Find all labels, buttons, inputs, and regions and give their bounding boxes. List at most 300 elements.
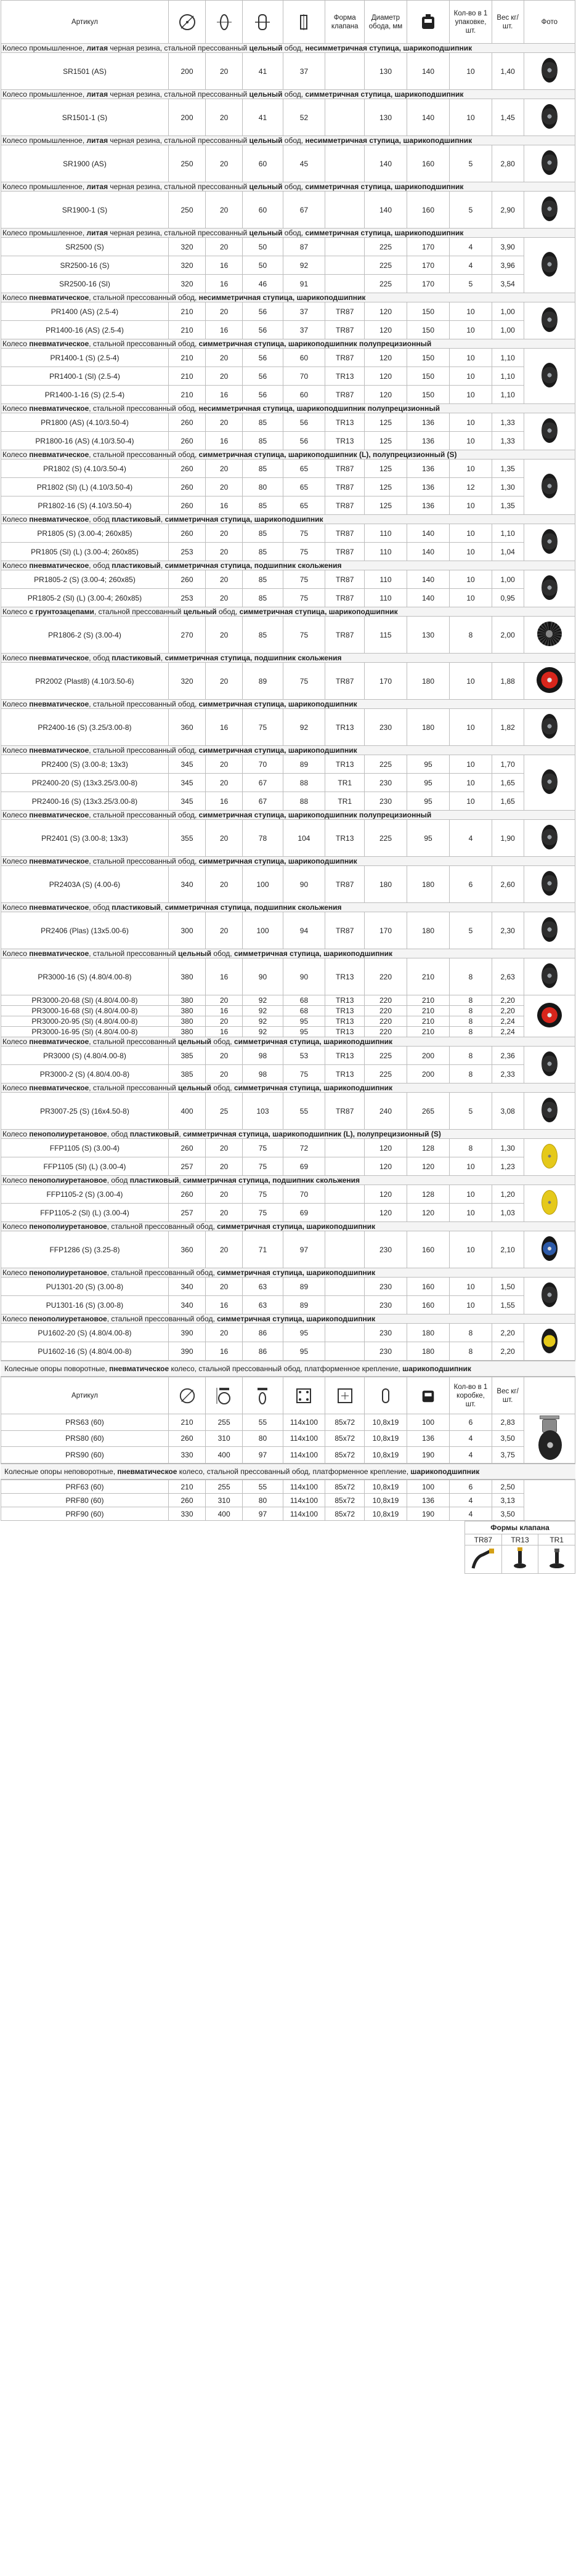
value-cell: 80 xyxy=(243,1430,283,1447)
value-cell: 20 xyxy=(206,524,243,543)
value-cell xyxy=(325,145,365,182)
value-cell: 10 xyxy=(450,709,492,746)
title-fragment: Колесные опоры неповоротные, xyxy=(4,1467,118,1476)
article-cell: PR2002 (Plast8) (4.10/3.50-6) xyxy=(1,663,169,700)
value-cell: 75 xyxy=(243,709,283,746)
value-cell: 1,35 xyxy=(492,496,524,515)
value-cell: 50 xyxy=(243,256,283,275)
value-cell: 20 xyxy=(206,1185,243,1204)
value-cell: 98 xyxy=(243,1065,283,1083)
value-cell: 230 xyxy=(365,1296,407,1314)
title-fragment: пневматическое xyxy=(29,857,89,865)
category-title-row xyxy=(1,1037,575,1047)
value-cell: 95 xyxy=(283,1342,325,1361)
table-row xyxy=(1,1006,575,1016)
table-row xyxy=(1,386,575,404)
article-cell: FFP1105-2 (S) (3.00-4) xyxy=(1,1185,169,1204)
title-fragment: , стальной прессованный обод, xyxy=(89,746,199,755)
value-cell: 1,23 xyxy=(492,1157,524,1176)
value-cell: 10 xyxy=(450,349,492,367)
caster-section-title xyxy=(1,1361,575,1377)
value-cell: 85 xyxy=(243,617,283,654)
value-cell: 95 xyxy=(283,1027,325,1037)
value-cell: 10,8x19 xyxy=(365,1447,407,1464)
value-cell: 5 xyxy=(450,275,492,293)
value-cell: 2,80 xyxy=(492,145,524,182)
value-cell: 92 xyxy=(243,1016,283,1027)
value-cell: 6 xyxy=(450,1480,492,1494)
value-cell: 10 xyxy=(450,1204,492,1222)
title-fragment: колесо, стальной прессованный обод, платформенное крепление, xyxy=(177,1467,411,1476)
value-cell: 16 xyxy=(206,496,243,515)
value-cell: 2,30 xyxy=(492,912,524,949)
value-cell: 20 xyxy=(206,1016,243,1027)
table-row xyxy=(1,1507,575,1521)
wheel-photo-icon xyxy=(542,196,558,221)
value-cell: 120 xyxy=(365,386,407,404)
value-cell: 180 xyxy=(407,1324,450,1342)
title-fragment: пневматическое xyxy=(29,811,89,819)
category-title xyxy=(1,654,575,663)
title-fragment: симметричная ступица, шарикоподшипник (L), полупрецизионный (S) xyxy=(198,450,457,459)
article-cell: PRF80 (60) xyxy=(1,1494,169,1507)
value-cell: 56 xyxy=(283,413,325,432)
product-photo xyxy=(524,617,575,654)
title-fragment: пневматическое xyxy=(29,903,89,912)
title-fragment: Колесо xyxy=(2,903,30,912)
value-cell: 150 xyxy=(407,367,450,386)
value-cell: 200 xyxy=(168,53,205,90)
category-title-row xyxy=(1,903,575,912)
value-cell: 210 xyxy=(407,1016,450,1027)
category-title-row xyxy=(1,561,575,570)
value-cell: 100 xyxy=(407,1414,450,1431)
category-title-row xyxy=(1,1083,575,1093)
product-photo xyxy=(524,99,575,136)
value-cell: 120 xyxy=(365,1185,407,1204)
value-cell: 75 xyxy=(283,543,325,561)
value-cell: 2,63 xyxy=(492,958,524,995)
title-fragment: Колесо xyxy=(2,949,30,958)
title-fragment: пневматическое xyxy=(29,1083,89,1092)
value-cell: 320 xyxy=(168,275,205,293)
value-cell: 20 xyxy=(206,367,243,386)
value-cell: 95 xyxy=(407,774,450,792)
value-cell: 170 xyxy=(407,238,450,256)
wheel-photo-icon xyxy=(542,1282,558,1307)
valve-tr87-icon xyxy=(465,1545,502,1574)
table-row xyxy=(1,589,575,607)
category-title-row xyxy=(1,44,575,53)
table-row xyxy=(1,543,575,561)
value-cell: 10 xyxy=(450,663,492,700)
value-cell: 330 xyxy=(168,1507,205,1521)
value-cell: 120 xyxy=(365,1204,407,1222)
category-title xyxy=(1,515,575,524)
value-cell: 16 xyxy=(206,792,243,811)
value-cell: 69 xyxy=(283,1157,325,1176)
category-title xyxy=(1,90,575,99)
title-fragment: черная резина, стальной прессованный xyxy=(108,229,249,237)
value-cell: 20 xyxy=(206,755,243,774)
title-fragment: Колесо xyxy=(2,561,30,570)
value-cell: 10,8x19 xyxy=(365,1430,407,1447)
value-cell: 95 xyxy=(407,820,450,857)
value-cell: 230 xyxy=(365,1231,407,1268)
value-cell: 230 xyxy=(365,1324,407,1342)
article-cell: SR1900 (AS) xyxy=(1,145,169,182)
value-cell xyxy=(325,99,365,136)
valve-tr1-icon xyxy=(538,1545,575,1574)
value-cell: 60 xyxy=(283,349,325,367)
value-cell: 140 xyxy=(407,570,450,589)
value-cell: 80 xyxy=(243,478,283,496)
value-cell: 46 xyxy=(243,275,283,293)
value-cell: 125 xyxy=(365,496,407,515)
value-cell: TR87 xyxy=(325,589,365,607)
value-cell: 255 xyxy=(206,1414,243,1431)
value-cell: 210 xyxy=(168,386,205,404)
table-row xyxy=(1,1296,575,1314)
value-cell: 1,82 xyxy=(492,709,524,746)
title-fragment: цельный xyxy=(178,949,211,958)
value-cell: TR87 xyxy=(325,543,365,561)
value-cell: 1,10 xyxy=(492,524,524,543)
title-fragment: , стальной прессованный обод, xyxy=(89,339,199,348)
value-cell: 56 xyxy=(243,386,283,404)
value-cell: 16 xyxy=(206,256,243,275)
value-cell: 230 xyxy=(365,1342,407,1361)
title-fragment: симметричная ступица, шарикоподшипник xyxy=(164,515,323,524)
category-title xyxy=(1,450,575,460)
bolt-hole-icon xyxy=(365,1377,407,1414)
title-fragment: цельный xyxy=(249,44,283,52)
table-row xyxy=(1,302,575,321)
value-cell: 97 xyxy=(283,1231,325,1268)
value-cell: 110 xyxy=(365,570,407,589)
value-cell: 1,20 xyxy=(492,1185,524,1204)
product-photo xyxy=(524,238,575,293)
product-photo xyxy=(524,1480,575,1521)
table-row xyxy=(1,99,575,136)
valve-name: TR1 xyxy=(538,1534,575,1545)
title-fragment: Колесо xyxy=(2,1314,30,1323)
value-cell: 75 xyxy=(283,663,325,700)
value-cell: TR13 xyxy=(325,755,365,774)
title-fragment: симметричная ступица, подшипник скольжения xyxy=(164,903,342,912)
table-row xyxy=(1,570,575,589)
value-cell: TR13 xyxy=(325,1016,365,1027)
title-fragment: симметричная ступица, шарикоподшипник полупрецизионный xyxy=(198,811,432,819)
category-title xyxy=(1,1268,575,1278)
value-cell: 180 xyxy=(407,709,450,746)
product-photo xyxy=(524,524,575,561)
title-fragment: , стальной прессованный xyxy=(94,607,184,616)
value-cell: 140 xyxy=(407,53,450,90)
product-photo xyxy=(524,570,575,607)
value-cell: 380 xyxy=(168,1006,205,1016)
table-row xyxy=(1,275,575,293)
products-table xyxy=(1,0,575,1361)
value-cell: 1,40 xyxy=(492,53,524,90)
value-cell: 85 xyxy=(243,460,283,478)
value-cell: TR87 xyxy=(325,302,365,321)
value-cell: 20 xyxy=(206,866,243,903)
caster-col-photo xyxy=(524,1377,575,1414)
value-cell: 89 xyxy=(283,1278,325,1296)
value-cell: 140 xyxy=(407,99,450,136)
value-cell: 200 xyxy=(407,1047,450,1065)
value-cell xyxy=(325,1185,365,1204)
value-cell: 20 xyxy=(206,1324,243,1342)
value-cell: 65 xyxy=(283,496,325,515)
title-fragment: , стальной прессованный обод, xyxy=(89,857,199,865)
value-cell: 220 xyxy=(365,995,407,1006)
title-fragment: , xyxy=(179,1130,184,1138)
value-cell: 114x100 xyxy=(283,1414,325,1431)
value-cell: 20 xyxy=(206,1231,243,1268)
wheel-photo-icon xyxy=(542,1144,558,1169)
value-cell: 225 xyxy=(365,275,407,293)
value-cell: 10 xyxy=(450,367,492,386)
value-cell: 385 xyxy=(168,1065,205,1083)
table-row xyxy=(1,1093,575,1130)
title-fragment: Колесо xyxy=(2,293,30,302)
value-cell: 8 xyxy=(450,1027,492,1037)
article-cell: PRS90 (60) xyxy=(1,1447,169,1464)
wheel-photo-icon xyxy=(542,714,558,739)
article-cell: PR1802 (Sl) (L) (4.10/3.50-4) xyxy=(1,478,169,496)
col-photo: Фото xyxy=(524,1,575,44)
table-row xyxy=(1,1047,575,1065)
fixed-table xyxy=(1,1480,575,1521)
value-cell: 95 xyxy=(407,792,450,811)
value-cell: 1,30 xyxy=(492,478,524,496)
product-photo xyxy=(524,53,575,90)
value-cell: 95 xyxy=(283,1324,325,1342)
value-cell: 260 xyxy=(168,570,205,589)
value-cell: 20 xyxy=(206,302,243,321)
article-cell: PR3000-2 (S) (4.80/4.00-8) xyxy=(1,1065,169,1083)
value-cell: TR1 xyxy=(325,792,365,811)
value-cell: 75 xyxy=(243,1204,283,1222)
title-fragment: , стальной прессованный xyxy=(89,1037,179,1046)
value-cell: 5 xyxy=(450,912,492,949)
value-cell: 85 xyxy=(243,524,283,543)
value-cell: 20 xyxy=(206,1157,243,1176)
value-cell: 400 xyxy=(206,1507,243,1521)
value-cell: 210 xyxy=(168,1414,205,1431)
value-cell: 16 xyxy=(206,321,243,339)
title-fragment: обод, xyxy=(282,90,306,99)
title-fragment: пенополиуретановое xyxy=(29,1176,107,1185)
value-cell: 92 xyxy=(243,995,283,1006)
title-fragment: пластиковый xyxy=(129,1130,179,1138)
value-cell xyxy=(325,1278,365,1296)
table-row xyxy=(1,145,575,182)
value-cell: 260 xyxy=(168,1139,205,1157)
value-cell: 3,50 xyxy=(492,1507,524,1521)
valve-forms-title: Формы клапана xyxy=(464,1521,575,1534)
value-cell: 150 xyxy=(407,349,450,367)
value-cell: 260 xyxy=(168,1430,205,1447)
title-fragment: несимметричная ступица, шарикоподшипник xyxy=(198,293,366,302)
table-row xyxy=(1,238,575,256)
value-cell: 56 xyxy=(243,321,283,339)
article-cell: PU1301-20 (S) (3.00-8) xyxy=(1,1278,169,1296)
value-cell: 45 xyxy=(283,145,325,182)
value-cell: 4 xyxy=(450,238,492,256)
article-cell: PR1400-16 (AS) (2.5-4) xyxy=(1,321,169,339)
value-cell: 16 xyxy=(206,709,243,746)
value-cell: 390 xyxy=(168,1342,205,1361)
category-title-row xyxy=(1,1222,575,1231)
title-fragment: симметричная ступица, шарикоподшипник xyxy=(239,607,398,616)
value-cell: 75 xyxy=(283,524,325,543)
value-cell: 210 xyxy=(168,302,205,321)
value-cell: 16 xyxy=(206,1027,243,1037)
value-cell: 16 xyxy=(206,1006,243,1016)
title-fragment: колесо, стальной прессованный обод, платформенное крепление, xyxy=(169,1364,403,1373)
value-cell: 10,8x19 xyxy=(365,1480,407,1494)
value-cell: TR13 xyxy=(325,413,365,432)
title-fragment: цельный xyxy=(249,182,283,191)
value-cell: 190 xyxy=(407,1447,450,1464)
caster-header-row xyxy=(1,1377,575,1414)
value-cell: 55 xyxy=(283,1093,325,1130)
title-fragment: цельный xyxy=(249,229,283,237)
value-cell: 10 xyxy=(450,432,492,450)
value-cell: 85 xyxy=(243,432,283,450)
title-fragment: , обод xyxy=(89,903,112,912)
value-cell: 68 xyxy=(283,1006,325,1016)
value-cell: TR87 xyxy=(325,663,365,700)
value-cell: 225 xyxy=(365,256,407,275)
value-cell: 2,90 xyxy=(492,192,524,229)
product-photo xyxy=(524,820,575,857)
category-title xyxy=(1,229,575,238)
value-cell: 4 xyxy=(450,820,492,857)
title-fragment: , обод xyxy=(89,515,112,524)
wheel-photo-icon xyxy=(542,769,558,794)
value-cell: 1,30 xyxy=(492,1139,524,1157)
value-cell: 210 xyxy=(168,1480,205,1494)
title-fragment: шарикоподшипник xyxy=(410,1467,480,1476)
table-row xyxy=(1,1027,575,1037)
title-fragment: обод, xyxy=(282,229,306,237)
wheel-photo-icon xyxy=(542,825,558,849)
value-cell: 1,90 xyxy=(492,820,524,857)
value-cell: 97 xyxy=(243,1447,283,1464)
value-cell: 85x72 xyxy=(325,1447,365,1464)
article-cell: SR2500-16 (S) xyxy=(1,256,169,275)
title-fragment: , стальной прессованный обод, xyxy=(89,404,199,413)
wheel-photo-icon xyxy=(542,104,558,129)
category-title xyxy=(1,1037,575,1047)
value-cell: 100 xyxy=(243,866,283,903)
value-cell: 230 xyxy=(365,1278,407,1296)
category-title xyxy=(1,700,575,709)
value-cell: 136 xyxy=(407,478,450,496)
value-cell: 100 xyxy=(243,912,283,949)
value-cell: 340 xyxy=(168,866,205,903)
title-fragment: пластиковый xyxy=(112,654,161,662)
value-cell: 72 xyxy=(283,1139,325,1157)
axle-diameter-icon xyxy=(283,1,325,44)
title-fragment: , xyxy=(160,903,165,912)
wheel-photo-icon xyxy=(537,622,562,646)
value-cell: 220 xyxy=(365,1016,407,1027)
caster-photo-icon xyxy=(536,1414,563,1461)
title-fragment: симметричная ступица, подшипник скольжения xyxy=(164,654,342,662)
value-cell: 1,35 xyxy=(492,460,524,478)
value-cell: 2,36 xyxy=(492,1047,524,1065)
value-cell: 65 xyxy=(283,478,325,496)
value-cell: 260 xyxy=(168,524,205,543)
wheel-photo-icon xyxy=(542,474,558,498)
value-cell: 37 xyxy=(283,302,325,321)
title-fragment: пневматическое xyxy=(29,450,89,459)
value-cell: 250 xyxy=(168,145,205,182)
value-cell: 10 xyxy=(450,321,492,339)
table-row xyxy=(1,460,575,478)
table-row xyxy=(1,1430,575,1447)
value-cell: 60 xyxy=(243,192,283,229)
category-title xyxy=(1,404,575,413)
title-fragment: , xyxy=(160,515,165,524)
title-fragment: пневматическое xyxy=(29,949,89,958)
value-cell: 20 xyxy=(206,1047,243,1065)
title-fragment: симметричная ступица, шарикоподшипник xyxy=(305,182,464,191)
value-cell: 75 xyxy=(243,1185,283,1204)
article-cell: PR1400-1-16 (S) (2.5-4) xyxy=(1,386,169,404)
value-cell: 170 xyxy=(365,912,407,949)
value-cell: 220 xyxy=(365,958,407,995)
value-cell: 140 xyxy=(365,192,407,229)
title-fragment: с грунтозацепами xyxy=(29,607,94,616)
value-cell: 75 xyxy=(283,617,325,654)
article-cell: PR2400-16 (S) (3.25/3.00-8) xyxy=(1,709,169,746)
value-cell: 85x72 xyxy=(325,1414,365,1431)
value-cell: 75 xyxy=(283,589,325,607)
value-cell: 92 xyxy=(283,256,325,275)
col-weight: Вес кг/шт. xyxy=(492,1,524,44)
value-cell: 86 xyxy=(243,1342,283,1361)
title-fragment: , стальной прессованный обод, xyxy=(89,811,199,819)
value-cell: 130 xyxy=(365,53,407,90)
title-fragment: пенополиуретановое xyxy=(29,1314,107,1323)
table-row xyxy=(1,192,575,229)
title-fragment: Колесо xyxy=(2,607,30,616)
value-cell: TR13 xyxy=(325,1006,365,1016)
value-cell: 70 xyxy=(243,755,283,774)
value-cell: 56 xyxy=(283,432,325,450)
value-cell: 63 xyxy=(243,1278,283,1296)
title-fragment: литая xyxy=(86,182,108,191)
category-title xyxy=(1,857,575,866)
article-cell: PR1805 (Sl) (L) (3.00-4; 260x85) xyxy=(1,543,169,561)
value-cell: 3,54 xyxy=(492,275,524,293)
title-fragment: симметричная ступица, шарикоподшипник xyxy=(217,1222,376,1231)
title-fragment: литая xyxy=(86,229,108,237)
value-cell: 140 xyxy=(407,524,450,543)
value-cell: 85x72 xyxy=(325,1494,365,1507)
value-cell: 85 xyxy=(243,570,283,589)
table-row xyxy=(1,1414,575,1431)
wheel-photo-icon xyxy=(542,963,558,988)
value-cell: 150 xyxy=(407,321,450,339)
wheel-diameter-icon xyxy=(168,1377,205,1414)
